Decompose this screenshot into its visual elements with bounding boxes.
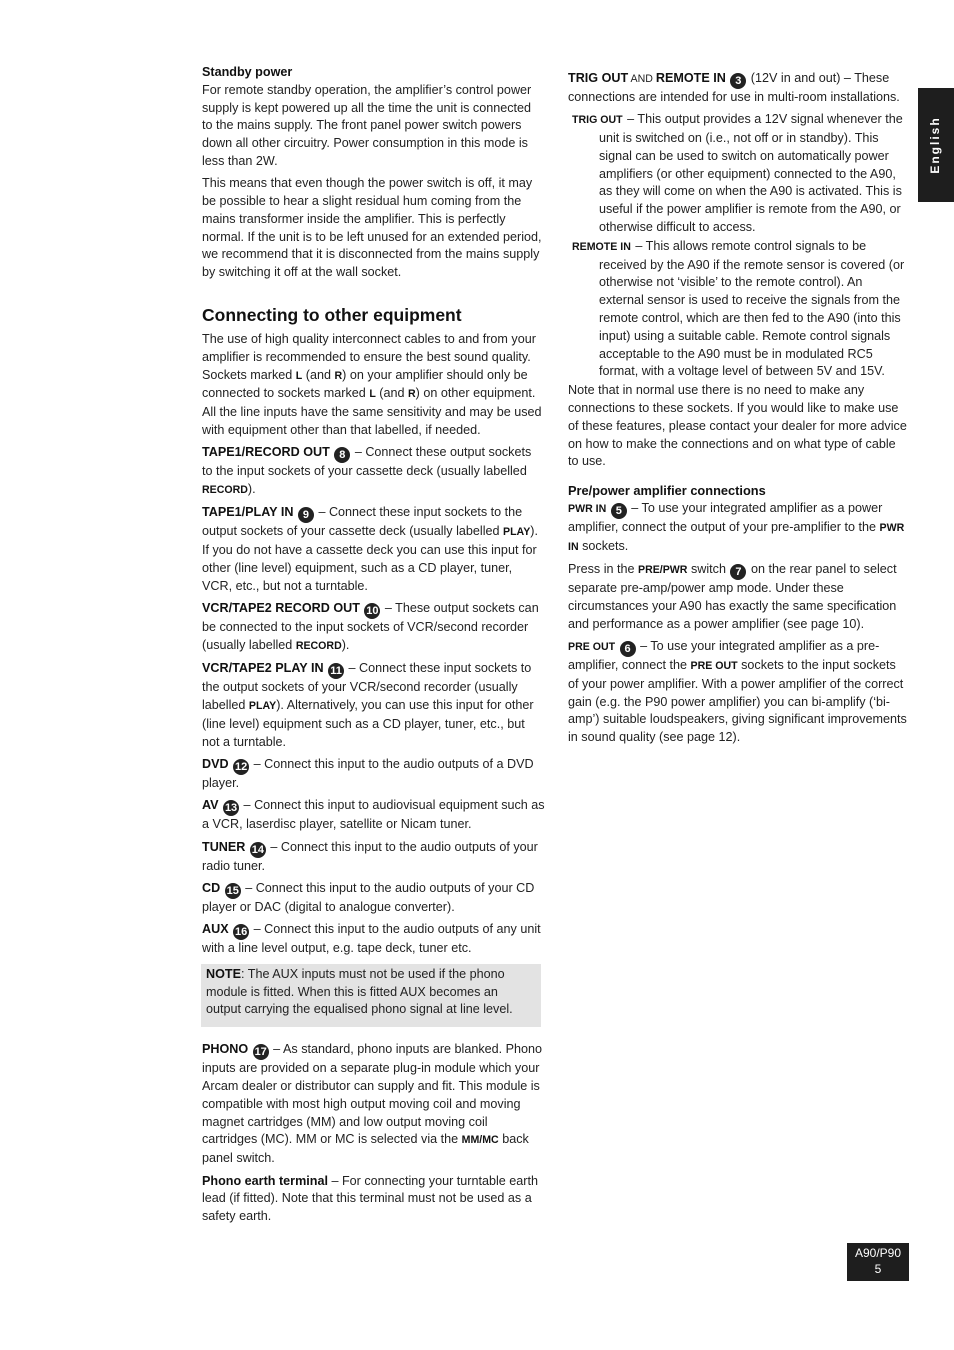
aux-note-box: [201, 964, 541, 1027]
trig-remote-intro: TRIG OUT AND REMOTE IN 3 (12V in and out) – These connections are intended for use in multi-room installations.: [568, 71, 900, 104]
socket-number-badge: 5: [611, 503, 627, 519]
tape1-record-out-item: TAPE1/RECORD OUT 8 – Connect these output sockets to the input sockets of your cassette deck (usually labelled RECORD).: [202, 445, 532, 497]
pre-pwr-switch-item: Press in the PRE/PWR switch 7 on the rear panel to select separate pre-amp/power amp mode. Under these circumstances your A90 has exactly the same specification and performance as a power amplifier (see page 10).: [568, 562, 897, 631]
socket-number-badge: 10: [366, 605, 379, 618]
left-column: [202, 64, 545, 1230]
page-number: 5: [874, 1262, 882, 1276]
normal-use-note: Note that in normal use there is no need to make any connections to these sockets. If you would like to make use of these features, please contact your dealer for more advice on how to make the connections and on what type of cable to use.: [568, 383, 907, 469]
tape1-play-in-item: TAPE1/PLAY IN 9 – Connect these input sockets to the output sockets of your cassette deck (usually labelled PLAY). If you do not have a cassette deck you can use this input for other (line level) equipment, such as a CD player, tuner, VCR, etc., but not a turntable.: [202, 505, 538, 593]
standby-paragraph-1: For remote standby operation, the amplifier’s control power supply is kept powered up all the time the unit is connected to the mains supply. The front panel power switch powers down all other circuitry. Power consumption in this mode is less than 2W.: [202, 82, 532, 168]
socket-number-badge: 7: [730, 564, 746, 580]
socket-number-badge: 12: [234, 760, 248, 773]
phono-earth-label: Phono earth terminal: [202, 1173, 328, 1188]
pwr-in-label: PWR IN: [568, 503, 607, 516]
vcr-record-out-item: VCR/TAPE2 RECORD OUT 10 – These output sockets can be connected to the input sockets of VCR/second recorder (usually labelled RECORD).: [202, 601, 539, 652]
prepower-heading: Pre/power amplifier connections: [568, 483, 766, 499]
phono-earth-item: Phono earth terminal – For connecting your turntable earth lead (if fitted). Note that this terminal must not be used as a safety earth.: [202, 1173, 538, 1224]
connecting-heading: Connecting to other equipment: [202, 305, 462, 326]
cd-item: CD 15 – Connect this input to the audio outputs of your CD player or DAC (digital to analogue converter).: [202, 880, 535, 914]
dvd-label: DVD: [202, 756, 229, 771]
language-tab: [918, 88, 954, 202]
socket-number-badge: 16: [234, 926, 248, 939]
vcr-play-in-item: VCR/TAPE2 PLAY IN 11 – Connect these input sockets to the output sockets of your VCR/second recorder (usually labelled PLAY). Alternatively, you can use this input for other (line level) equipment such as a CD player, tuner, etc., but not a turntable.: [202, 661, 534, 749]
tuner-item: TUNER 14 – Connect this input to the audio outputs of your radio tuner.: [202, 839, 538, 873]
socket-number-badge: 8: [334, 447, 350, 463]
note-text: : The AUX inputs must not be used if the phono module is fitted. When this is fitted AUX becomes an output carrying the equalised phono signal at line level.: [206, 966, 513, 1017]
socket-number-badge: 9: [298, 507, 314, 523]
standby-title: Standby power: [202, 65, 293, 79]
remote-in-label: REMOTE IN: [572, 240, 631, 253]
socket-number-badge: 11: [328, 663, 344, 679]
socket-number-badge: 6: [620, 641, 636, 657]
socket-number-badge: 3: [730, 73, 746, 89]
note-label: NOTE: [206, 966, 241, 981]
pre-out-item: PRE OUT 6 – To use your integrated amplifier as a pre-amplifier, connect the PRE OUT sockets to the input sockets of your power amplifier. With a power amplifier of the correct gain (e.g. the P90 power amplifier) you can bi-amplify (‘bi-amp’) suitable loudspeakers, giving significant improvements in sound quality (see page 12).: [568, 639, 907, 745]
vcr-record-out-label: VCR/TAPE2 RECORD OUT: [202, 601, 360, 616]
vcr-play-in-label: VCR/TAPE2 PLAY IN: [202, 661, 324, 676]
connecting-intro: The use of high quality interconnect cables to and from your amplifier is recommended to ensure the best sound quality. Sockets marked L (and R) on your amplifier should only be connected to sockets marked L (and R) on other equipment. All the line inputs have the same sensitivity and may be used with equipment other than that labelled, if needed.: [202, 332, 542, 438]
socket-number-badge: 13: [224, 802, 238, 815]
tape1-play-in-label: TAPE1/PLAY IN: [202, 505, 294, 520]
aux-label: AUX: [202, 922, 229, 937]
language-tab-label: English: [928, 116, 943, 174]
standby-paragraph-2: This means that even though the power switch is off, it may be possible to hear a slight residual hum coming from the mains transformer inside the amplifier. This is perfectly normal. If the unit is to be left unused for an extended period, we recommend that it is disconnected from the mains supply by switching it off at the wall socket.: [202, 176, 542, 280]
trig-out-label: TRIG OUT: [572, 114, 623, 127]
phono-item: PHONO 17 – As standard, phono inputs are blanked. Phono inputs are provided on a separate plug-in module which your Arcam dealer or distributor can supply and fit. This module is compatible with most high output moving coil and moving magnet cartridges (MM) and low output moving coil cartridges (MC). MM or MC is selected via the MM/MC back panel switch.: [202, 1042, 543, 1166]
av-item: AV 13 – Connect this input to audiovisual equipment such as a VCR, laserdisc player, satellite or Nicam tuner.: [202, 798, 545, 832]
right-column: [568, 70, 908, 752]
dvd-item: DVD 12 – Connect this input to the audio outputs of a DVD player.: [202, 756, 534, 790]
pwr-in-item: PWR IN 5 – To use your integrated amplifier as a power amplifier, connect the output of your pre-amplifier to the PWR IN sockets.: [568, 501, 905, 553]
socket-number-badge: 14: [251, 843, 265, 856]
model-name: A90/P90: [854, 1246, 902, 1260]
trig-out-item: TRIG OUT – This output provides a 12V signal whenever the unit is switched on (i.e., not off or in standby). This signal can be used to switch on automatically power amplifiers (or other equipment) connected to the A90, as they will come on when the A90 is activated. This is useful if the power amplifier is remote from the A90, or otherwise difficult to access.: [572, 112, 903, 235]
socket-number-badge: 15: [226, 884, 239, 897]
remote-in-item: REMOTE IN – This allows remote control signals to be received by the A90 if the remote sensor is covered (or otherwise not ‘visible’ to the remote control). An external sensor is used to receive the signals from the remote control, which are then fed to the A90 (into this input) using a suitable cable. Remote control signals acceptable to the A90 must be in modulated RC5 format, with a voltage level of between 5V and 15V.: [572, 238, 905, 379]
pre-out-label: PRE OUT: [568, 641, 616, 654]
socket-number-badge: 17: [254, 1046, 267, 1059]
cd-label: CD: [202, 880, 221, 895]
aux-item: AUX 16 – Connect this input to the audio outputs of any unit with a line level output, e.g. tape deck, tuner etc.: [202, 922, 541, 956]
tuner-label: TUNER: [202, 839, 246, 854]
av-label: AV: [202, 798, 219, 813]
tape1-record-out-label: TAPE1/RECORD OUT: [202, 445, 330, 460]
phono-label: PHONO: [202, 1042, 249, 1057]
page-footer-box: [847, 1243, 909, 1281]
